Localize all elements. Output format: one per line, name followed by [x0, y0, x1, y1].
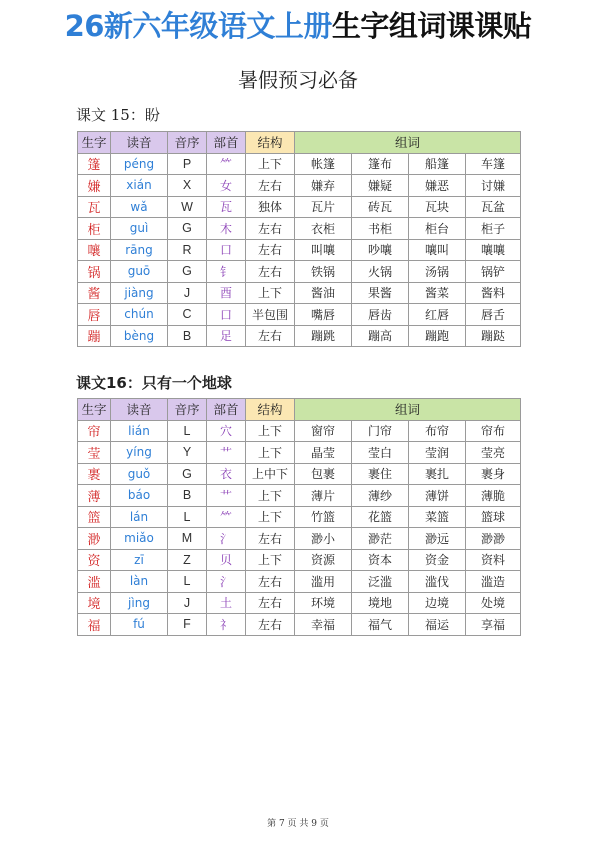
- cell-char: 锅: [78, 261, 111, 283]
- cell-radical: 足: [207, 325, 246, 347]
- header-radical: 部首: [207, 132, 246, 154]
- cell-word: 布帘: [409, 420, 466, 442]
- cell-word: 资本: [352, 549, 409, 571]
- cell-word: 书柜: [352, 218, 409, 240]
- cell-radical: 木: [207, 218, 246, 240]
- cell-word: 柜台: [409, 218, 466, 240]
- cell-word: 滥造: [466, 571, 521, 593]
- cell-radical: 氵: [207, 571, 246, 593]
- cell-char: 境: [78, 592, 111, 614]
- table-row: [78, 485, 521, 507]
- cell-pinyin: báo: [111, 485, 168, 507]
- cell-char: 滥: [78, 571, 111, 593]
- cell-word: 薄脆: [466, 485, 521, 507]
- page-footer: 第 7 页 共 9 页: [267, 819, 329, 829]
- cell-char: 唇: [78, 304, 111, 326]
- cell-pinyin: jìng: [111, 592, 168, 614]
- cell-char: 帘: [78, 420, 111, 442]
- cell-order: J: [168, 282, 207, 304]
- cell-word: 唇齿: [352, 304, 409, 326]
- cell-word: 竹篮: [295, 506, 352, 528]
- cell-order: L: [168, 506, 207, 528]
- table-row: [78, 549, 521, 571]
- cell-structure: 上中下: [246, 463, 295, 485]
- header-char: 生字: [78, 399, 111, 421]
- cell-char: 嚷: [78, 239, 111, 261]
- cell-order: B: [168, 325, 207, 347]
- cell-radical: 艹: [207, 485, 246, 507]
- cell-structure: 左右: [246, 571, 295, 593]
- cell-word: 酱料: [466, 282, 521, 304]
- cell-structure: 左右: [246, 175, 295, 197]
- cell-pinyin: zī: [111, 549, 168, 571]
- cell-radical: 贝: [207, 549, 246, 571]
- cell-radical: 女: [207, 175, 246, 197]
- cell-order: Y: [168, 442, 207, 464]
- table-header-row: [78, 399, 521, 421]
- page-title: [0, 4, 596, 45]
- cell-char: 嫌: [78, 175, 111, 197]
- cell-radical: 瓦: [207, 196, 246, 218]
- cell-pinyin: péng: [111, 153, 168, 175]
- header-radical: 部首: [207, 399, 246, 421]
- lesson-15-table: [77, 131, 521, 347]
- cell-word: 莹润: [409, 442, 466, 464]
- cell-radical: ⺮: [207, 506, 246, 528]
- cell-word: 环境: [295, 592, 352, 614]
- cell-word: 薄片: [295, 485, 352, 507]
- table-row: [78, 218, 521, 240]
- cell-radical: 酉: [207, 282, 246, 304]
- cell-word: 嫌恶: [409, 175, 466, 197]
- cell-word: 薄饼: [409, 485, 466, 507]
- cell-word: 裹住: [352, 463, 409, 485]
- cell-word: 火锅: [352, 261, 409, 283]
- cell-pinyin: xián: [111, 175, 168, 197]
- cell-structure: 独体: [246, 196, 295, 218]
- cell-order: B: [168, 485, 207, 507]
- cell-order: F: [168, 614, 207, 636]
- page-title-part2: 生字组词课课贴: [331, 9, 532, 43]
- table-row: [78, 592, 521, 614]
- cell-pinyin: lián: [111, 420, 168, 442]
- cell-word: 边境: [409, 592, 466, 614]
- cell-word: 渺渺: [466, 528, 521, 550]
- cell-order: L: [168, 571, 207, 593]
- cell-word: 门帘: [352, 420, 409, 442]
- cell-radical: 氵: [207, 528, 246, 550]
- lesson-15-title: 课文 15：盼: [76, 106, 160, 124]
- header-words: 组词: [295, 399, 521, 421]
- lesson-16-title: 课文16：只有一个地球: [76, 374, 232, 392]
- cell-radical: 衣: [207, 463, 246, 485]
- cell-pinyin: miǎo: [111, 528, 168, 550]
- cell-radical: 礻: [207, 614, 246, 636]
- header-order: 音序: [168, 399, 207, 421]
- cell-radical: 土: [207, 592, 246, 614]
- header-order: 音序: [168, 132, 207, 154]
- cell-order: L: [168, 420, 207, 442]
- table-row: [78, 325, 521, 347]
- cell-word: 篮球: [466, 506, 521, 528]
- table-row: [78, 528, 521, 550]
- cell-char: 篷: [78, 153, 111, 175]
- cell-word: 叫嚷: [295, 239, 352, 261]
- cell-word: 酱油: [295, 282, 352, 304]
- cell-word: 渺远: [409, 528, 466, 550]
- cell-pinyin: rāng: [111, 239, 168, 261]
- cell-order: J: [168, 592, 207, 614]
- cell-word: 蹦跶: [466, 325, 521, 347]
- cell-order: G: [168, 261, 207, 283]
- table-row: [78, 614, 521, 636]
- cell-word: 窗帘: [295, 420, 352, 442]
- cell-pinyin: guǒ: [111, 463, 168, 485]
- cell-word: 汤锅: [409, 261, 466, 283]
- table-row: [78, 239, 521, 261]
- cell-word: 嫌疑: [352, 175, 409, 197]
- header-words: 组词: [295, 132, 521, 154]
- cell-word: 瓦盆: [466, 196, 521, 218]
- cell-order: R: [168, 239, 207, 261]
- cell-structure: 上下: [246, 153, 295, 175]
- cell-word: 嚷嚷: [466, 239, 521, 261]
- table-row: [78, 420, 521, 442]
- cell-char: 裹: [78, 463, 111, 485]
- cell-radical: 口: [207, 239, 246, 261]
- page-subtitle: 暑假预习必备: [238, 68, 358, 92]
- cell-word: 莹白: [352, 442, 409, 464]
- cell-char: 福: [78, 614, 111, 636]
- cell-pinyin: bèng: [111, 325, 168, 347]
- cell-word: 帘布: [466, 420, 521, 442]
- cell-radical: 口: [207, 304, 246, 326]
- table-row: [78, 196, 521, 218]
- cell-word: 境地: [352, 592, 409, 614]
- cell-structure: 左右: [246, 614, 295, 636]
- cell-structure: 左右: [246, 239, 295, 261]
- cell-order: P: [168, 153, 207, 175]
- cell-word: 裹扎: [409, 463, 466, 485]
- table-row: [78, 442, 521, 464]
- cell-word: 资料: [466, 549, 521, 571]
- cell-char: 蹦: [78, 325, 111, 347]
- table-row: [78, 304, 521, 326]
- cell-word: 铁锅: [295, 261, 352, 283]
- cell-word: 瓦片: [295, 196, 352, 218]
- cell-structure: 上下: [246, 506, 295, 528]
- cell-radical: 钅: [207, 261, 246, 283]
- cell-word: 滥伐: [409, 571, 466, 593]
- cell-pinyin: fú: [111, 614, 168, 636]
- cell-pinyin: jiàng: [111, 282, 168, 304]
- cell-word: 晶莹: [295, 442, 352, 464]
- cell-word: 处境: [466, 592, 521, 614]
- page-title-part1: 26新六年级语文上册: [64, 9, 332, 43]
- cell-word: 衣柜: [295, 218, 352, 240]
- cell-word: 裹身: [466, 463, 521, 485]
- cell-structure: 上下: [246, 485, 295, 507]
- cell-structure: 半包围: [246, 304, 295, 326]
- cell-word: 车篷: [466, 153, 521, 175]
- table-row: [78, 282, 521, 304]
- cell-order: W: [168, 196, 207, 218]
- cell-structure: 左右: [246, 218, 295, 240]
- cell-word: 帐篷: [295, 153, 352, 175]
- cell-word: 篷布: [352, 153, 409, 175]
- cell-structure: 左右: [246, 592, 295, 614]
- cell-word: 资源: [295, 549, 352, 571]
- cell-word: 享福: [466, 614, 521, 636]
- cell-word: 嚷叫: [409, 239, 466, 261]
- cell-char: 莹: [78, 442, 111, 464]
- cell-word: 滥用: [295, 571, 352, 593]
- table-row: [78, 153, 521, 175]
- cell-word: 福运: [409, 614, 466, 636]
- cell-word: 蹦跳: [295, 325, 352, 347]
- cell-structure: 左右: [246, 261, 295, 283]
- table-row: [78, 506, 521, 528]
- cell-word: 吵嚷: [352, 239, 409, 261]
- cell-order: C: [168, 304, 207, 326]
- header-char: 生字: [78, 132, 111, 154]
- cell-order: G: [168, 463, 207, 485]
- cell-pinyin: lán: [111, 506, 168, 528]
- cell-pinyin: làn: [111, 571, 168, 593]
- cell-word: 瓦块: [409, 196, 466, 218]
- cell-pinyin: wǎ: [111, 196, 168, 218]
- header-structure: 结构: [246, 132, 295, 154]
- cell-char: 薄: [78, 485, 111, 507]
- cell-order: G: [168, 218, 207, 240]
- cell-word: 蹦高: [352, 325, 409, 347]
- cell-structure: 左右: [246, 528, 295, 550]
- cell-word: 渺小: [295, 528, 352, 550]
- cell-word: 酱菜: [409, 282, 466, 304]
- cell-word: 红唇: [409, 304, 466, 326]
- cell-word: 花篮: [352, 506, 409, 528]
- cell-radical: 穴: [207, 420, 246, 442]
- table-header-row: [78, 132, 521, 154]
- cell-word: 柜子: [466, 218, 521, 240]
- cell-word: 嘴唇: [295, 304, 352, 326]
- cell-word: 包裹: [295, 463, 352, 485]
- cell-word: 福气: [352, 614, 409, 636]
- cell-structure: 上下: [246, 442, 295, 464]
- cell-structure: 上下: [246, 282, 295, 304]
- cell-word: 渺茫: [352, 528, 409, 550]
- cell-word: 幸福: [295, 614, 352, 636]
- cell-word: 果酱: [352, 282, 409, 304]
- cell-char: 篮: [78, 506, 111, 528]
- cell-word: 唇舌: [466, 304, 521, 326]
- cell-char: 酱: [78, 282, 111, 304]
- table-row: [78, 463, 521, 485]
- header-pinyin: 读音: [111, 399, 168, 421]
- cell-pinyin: guō: [111, 261, 168, 283]
- cell-radical: ⺮: [207, 153, 246, 175]
- cell-order: X: [168, 175, 207, 197]
- cell-word: 薄纱: [352, 485, 409, 507]
- cell-word: 锅铲: [466, 261, 521, 283]
- cell-word: 菜篮: [409, 506, 466, 528]
- cell-radical: 艹: [207, 442, 246, 464]
- cell-pinyin: chún: [111, 304, 168, 326]
- cell-order: Z: [168, 549, 207, 571]
- cell-word: 资金: [409, 549, 466, 571]
- cell-structure: 上下: [246, 549, 295, 571]
- cell-word: 船篷: [409, 153, 466, 175]
- cell-char: 瓦: [78, 196, 111, 218]
- cell-word: 蹦跑: [409, 325, 466, 347]
- cell-word: 嫌弃: [295, 175, 352, 197]
- lesson-16-table: [77, 398, 521, 636]
- table-row: [78, 571, 521, 593]
- cell-char: 柜: [78, 218, 111, 240]
- table-row: [78, 175, 521, 197]
- cell-word: 讨嫌: [466, 175, 521, 197]
- cell-pinyin: yíng: [111, 442, 168, 464]
- cell-structure: 上下: [246, 420, 295, 442]
- header-structure: 结构: [246, 399, 295, 421]
- cell-order: M: [168, 528, 207, 550]
- cell-char: 渺: [78, 528, 111, 550]
- cell-word: 砖瓦: [352, 196, 409, 218]
- cell-pinyin: guì: [111, 218, 168, 240]
- cell-structure: 左右: [246, 325, 295, 347]
- cell-word: 泛滥: [352, 571, 409, 593]
- header-pinyin: 读音: [111, 132, 168, 154]
- cell-word: 莹亮: [466, 442, 521, 464]
- cell-char: 资: [78, 549, 111, 571]
- table-row: [78, 261, 521, 283]
